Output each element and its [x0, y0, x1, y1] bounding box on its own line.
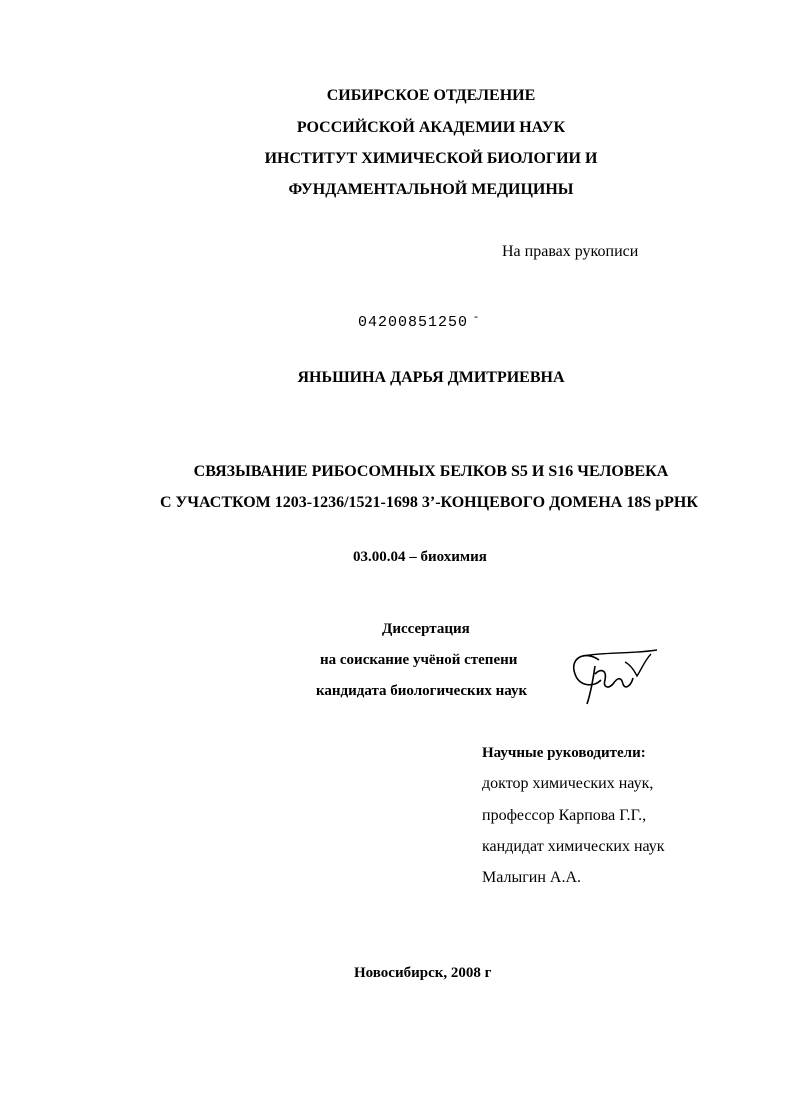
header-line-4: ФУНДАМЕНТАЛЬНОЙ МЕДИЦИНЫ — [288, 181, 574, 198]
header-line-2: РОССИЙСКОЙ АКАДЕМИИ НАУК — [296, 119, 566, 136]
header-line-1: СИБИРСКОЕ ОТДЕЛЕНИЕ — [326, 87, 536, 104]
header-line-3: ИНСТИТУТ ХИМИЧЕСКОЙ БИОЛОГИИ И — [264, 150, 598, 167]
title-line-1: СВЯЗЫВАНИЕ РИБОСОМНЫХ БЕЛКОВ S5 И S16 ЧЕЛОВЕКА — [193, 463, 669, 480]
registration-dash: - — [474, 309, 478, 323]
city-year: Новосибирск, 2008 г — [354, 965, 492, 981]
registration-number: 04200851250 — [358, 314, 469, 331]
supervisor-line-2: профессор Карпова Г.Г., — [482, 807, 647, 824]
signature-image — [565, 640, 665, 710]
supervisors-heading: Научные руководители: — [482, 745, 646, 761]
author-name: ЯНЬШИНА ДАРЬЯ ДМИТРИЕВНА — [297, 369, 565, 386]
title-line-2: С УЧАСТКОМ 1203-1236/1521-1698 3’-КОНЦЕВОГО ДОМЕНА 18S рРНК — [160, 494, 698, 511]
degree-line-2: на соискание учёной степени — [320, 652, 518, 668]
degree-line-3: кандидата биологических наук — [316, 683, 528, 699]
manuscript-note: На правах рукописи — [502, 243, 639, 260]
supervisor-line-4: Малыгин А.А. — [482, 869, 581, 886]
degree-line-1: Диссертация — [382, 621, 470, 637]
specialty-code: 03.00.04 – биохимия — [353, 549, 487, 565]
supervisor-line-1: доктор химических наук, — [482, 775, 654, 792]
supervisor-line-3: кандидат химических наук — [482, 838, 665, 855]
